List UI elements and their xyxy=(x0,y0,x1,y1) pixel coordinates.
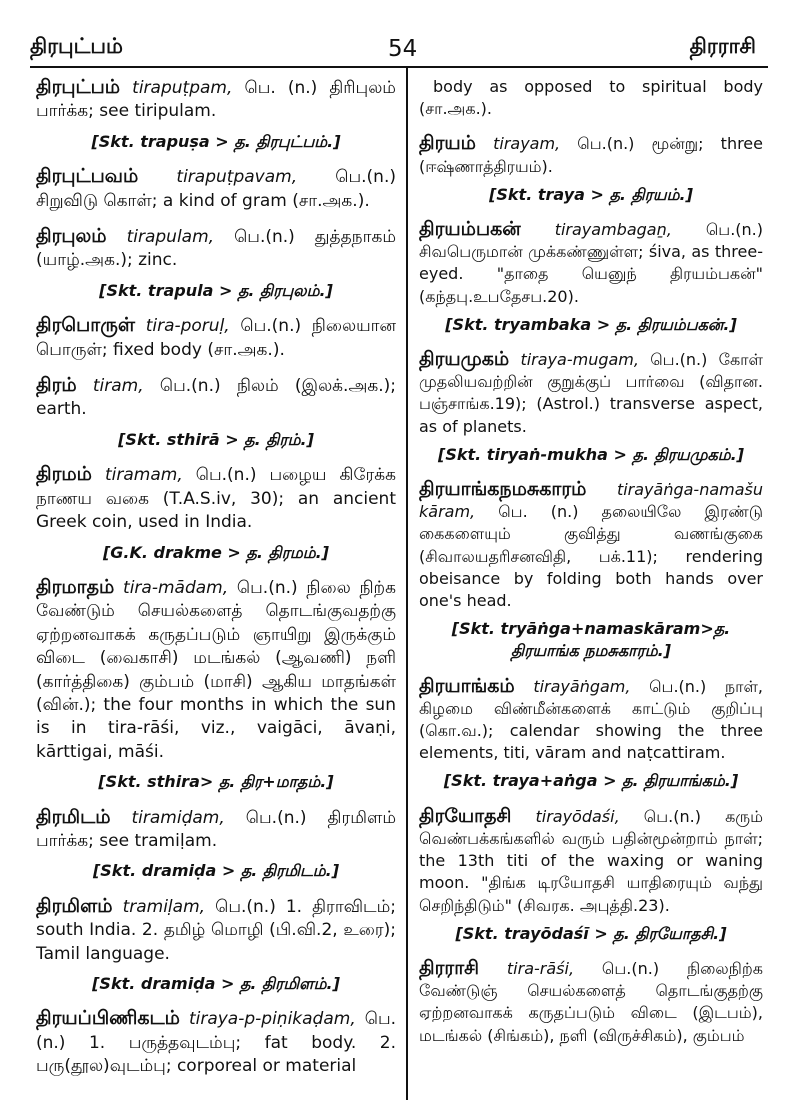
dictionary-entry xyxy=(36,314,396,362)
entry-headword: திரபுட்பம் xyxy=(36,76,121,98)
entry-headword: திரயமுகம் xyxy=(419,348,510,371)
dictionary-entry xyxy=(419,957,763,1047)
dictionary-entry xyxy=(419,218,763,336)
entry-definition: பெ.(n.) நிலையான பொருள்; fixed body (சா.அக.). xyxy=(36,316,397,360)
entry-etymology: [Skt. tryambaka > த. திரயம்பகன்.] xyxy=(445,314,737,334)
entry-definition: பெ.(n.) நிலம் (இலக்.அக.); earth. xyxy=(36,376,396,420)
entry-etymology: [Skt. sthira> த. திர+மாதம்.] xyxy=(98,772,334,792)
entry-transliteration: tirayambagaṉ, xyxy=(554,220,672,240)
entry-headword: திரபொருள் xyxy=(36,314,135,337)
entry-etymology: [Skt. trapula > த. திரபுலம்.] xyxy=(99,280,333,300)
entry-definition: பெ.(n.) நிலைநிற்க வேண்டுஞ் செயல்களைத் தொடங்குதற்கு ஏற்றனவாகக் கருதப்படும் விடை (இடபம்), மடங்கல் (சிங்கம்), நளி (விருச்சிகம்), கும்பம் xyxy=(419,958,764,1045)
entry-definition: பெ.(n.) 1. திராவிடம்; south India. 2. தமிழ் மொழி (பி.வி.2, உரை); Tamil language. xyxy=(36,896,396,964)
entry-etymology: [Skt. traya+aṅga > த. திரயாங்கம்.] xyxy=(443,771,739,791)
entry-definition: பெ. (n.) திரிபுலம் பார்க்க; see tiripulam. xyxy=(36,78,396,122)
entry-headword: திரயம்பகன் xyxy=(419,218,521,241)
entry-headword: திரம் xyxy=(36,374,77,397)
entry-transliteration: tirayāṅgam, xyxy=(533,676,631,696)
entry-headword: திரயம் xyxy=(419,132,476,155)
right-column xyxy=(419,76,763,1059)
entry-transliteration: tiramam, xyxy=(104,465,183,486)
entry-definition: பெ.(n.) பழைய கிரேக்க நாணய வகை (T.A.S.iv, 30); an ancient Greek coin, used in India. xyxy=(36,465,397,533)
entry-headword: திரமாதம் xyxy=(36,575,115,598)
entry-definition: body as opposed to spiritual body (சா.அக.). xyxy=(419,77,763,119)
entry-transliteration: tiramiḍam, xyxy=(131,807,225,828)
dictionary-entry xyxy=(419,675,763,793)
dictionary-entry xyxy=(36,374,396,451)
left-column xyxy=(36,76,396,1091)
entry-transliteration: tirapuṭpavam, xyxy=(176,167,298,188)
entry-transliteration: tirayōdaśi, xyxy=(535,806,620,826)
entry-transliteration: tiram, xyxy=(92,376,144,397)
entry-definition: பெ.(n.) 1. பருத்தவுடம்பு; fat body. 2. பரு(தூல)வுடம்பு; corporeal or material xyxy=(36,1009,397,1077)
dictionary-entry xyxy=(36,76,396,153)
entry-etymology: [Skt. trapuṣa > த. திரபுட்பம்.] xyxy=(91,131,341,151)
dictionary-entry xyxy=(36,225,396,302)
entry-headword: திரமம் xyxy=(36,463,92,486)
entry-headword: திரமிளம் xyxy=(36,894,113,917)
entry-headword: திரபுட்பவம் xyxy=(36,165,139,188)
entry-definition: பெ. (n.) தலையிலே இரண்டு கைகளையும் குவித்து வணங்குகை (சிவாலயதரிசனவிதி, பக்.11); rendering obeisance by folding both hands over one's head. xyxy=(419,502,763,611)
entry-etymology: [G.K. drakme > த. திரமம்.] xyxy=(102,542,329,562)
entry-transliteration: tirapuṭpam, xyxy=(132,78,233,98)
dictionary-entry xyxy=(419,478,763,663)
page-number: 54 xyxy=(388,36,418,62)
dictionary-entry xyxy=(419,76,763,120)
dictionary-entry xyxy=(36,895,396,996)
entry-headword: திரராசி xyxy=(419,956,480,979)
entry-etymology: [Skt. tiryaṅ-mukha > த. திரயமுகம்.] xyxy=(438,444,744,464)
entry-transliteration: tiraya-mugam, xyxy=(520,350,639,370)
page-header xyxy=(0,0,800,70)
dictionary-entry xyxy=(36,463,396,564)
entry-definition: பெ.(n.) கரும் வெண்பக்கங்களில் வரும் பதின்மூன்றாம் நாள்; the 13th titi of the waxing or waning moon. "திங்க டிரயோதசி யாதிரையும் வந்து செறிந்திடும்" (சிவரக. அபுத்தி.23). xyxy=(419,806,764,915)
entry-transliteration: tirapulam, xyxy=(126,227,215,248)
dictionary-entry xyxy=(36,576,396,794)
entry-etymology: [Skt. sthirā > த. திரம்.] xyxy=(118,429,314,449)
right-running-headword: திரராசி xyxy=(689,34,756,58)
entry-headword: திரயாங்கம் xyxy=(419,674,515,697)
dictionary-entry xyxy=(36,1007,396,1078)
entry-definition: பெ.(n.) துத்தநாகம் (யாழ்.அக.); zinc. xyxy=(36,227,397,271)
entry-headword: திரமிடம் xyxy=(36,805,111,828)
entry-etymology: [Skt. dramiḍa > த. திரமிளம்.] xyxy=(92,974,340,993)
entry-etymology: [Skt. traya > த. திரயம்.] xyxy=(489,184,693,204)
entry-definition: பெ.(n.) சிறுவிடு கொள்; a kind of gram (சா.அக.). xyxy=(36,167,396,211)
entry-definition: பெ.(n.) மூன்று; three (ஈஷ்ணாத்திரயம்). xyxy=(419,134,763,176)
entry-definition: பெ.(n.) கோள் முதலியவற்றின் குறுக்குப் பார்வை (விதான. பஞ்சாங்க.19); (Astrol.) transverse aspect, as of planets. xyxy=(419,350,763,436)
entry-etymology: [Skt. dramiḍa > த. திரமிடம்.] xyxy=(92,861,340,881)
entry-transliteration: tirayam, xyxy=(493,134,561,154)
dictionary-entry xyxy=(419,805,763,945)
dictionary-entry xyxy=(36,165,396,213)
entry-definition: பெ.(n.) சிவபெருமான் முக்கண்ணுள்ள; śiva, as three-eyed. "தாதை யெனுந் திரயம்பகன்" (கந்தபு.உபதேசப.20). xyxy=(419,220,763,306)
left-running-headword: திரபுட்பம் xyxy=(30,34,123,58)
entry-transliteration: tira-poruḷ, xyxy=(145,316,230,337)
header-rule xyxy=(30,66,768,68)
entry-headword: திரயாங்கநமசுகாரம் xyxy=(419,478,587,501)
entry-transliteration: tira-rāśi, xyxy=(506,958,575,978)
entry-definition: பெ.(n.) நிலை நிற்க வேண்டும் செயல்களைத் தொடங்குவதற்கு ஏற்றனவாகக் கருதப்படும் ஞாயிறு இருக்கும் விடை (வைகாசி) மடங்கல் (ஆவணி) நளி (கார்த்திகை) கும்பம் (மாசி) ஆகிய மாதங்கள் (வின்.); the four months in which the sun is in tira-rāśi, viz., vaigāci, āvaṇi, kārttigai, māśi. xyxy=(36,577,396,762)
column-divider xyxy=(406,68,408,1100)
entry-transliteration: tirayāṅga-namašu kāram, xyxy=(419,480,763,522)
dictionary-entry xyxy=(419,132,763,206)
entry-etymology: [Skt. tryāṅga+namaskāram>த. திரயாங்க நமசுகாரம்.] xyxy=(451,619,731,661)
entry-etymology: [Skt. trayōdaśī > த. திரயோதசி.] xyxy=(455,923,727,943)
dictionary-entry xyxy=(36,806,396,883)
entry-transliteration: tira-mādam, xyxy=(123,577,229,598)
entry-definition: பெ.(n.) நாள், கிழமை விண்மீன்களைக் காட்டும் குறிப்பு (கொ.வ.); calendar showing the three elements, titi, vāram and naṭcattiram. xyxy=(419,676,764,763)
entry-transliteration: tramiḷam, xyxy=(122,896,206,917)
entry-headword: திரயோதசி xyxy=(419,804,512,827)
entry-headword: திரயப்பிணிகடம் xyxy=(36,1007,180,1030)
entry-transliteration: tiraya-p-piṇikaḍam, xyxy=(188,1009,356,1030)
dictionary-entry xyxy=(419,348,763,466)
entry-definition: பெ.(n.) திரமிளம் பார்க்க; see tramiḷam. xyxy=(36,807,396,851)
entry-headword: திரபுலம் xyxy=(36,225,107,248)
